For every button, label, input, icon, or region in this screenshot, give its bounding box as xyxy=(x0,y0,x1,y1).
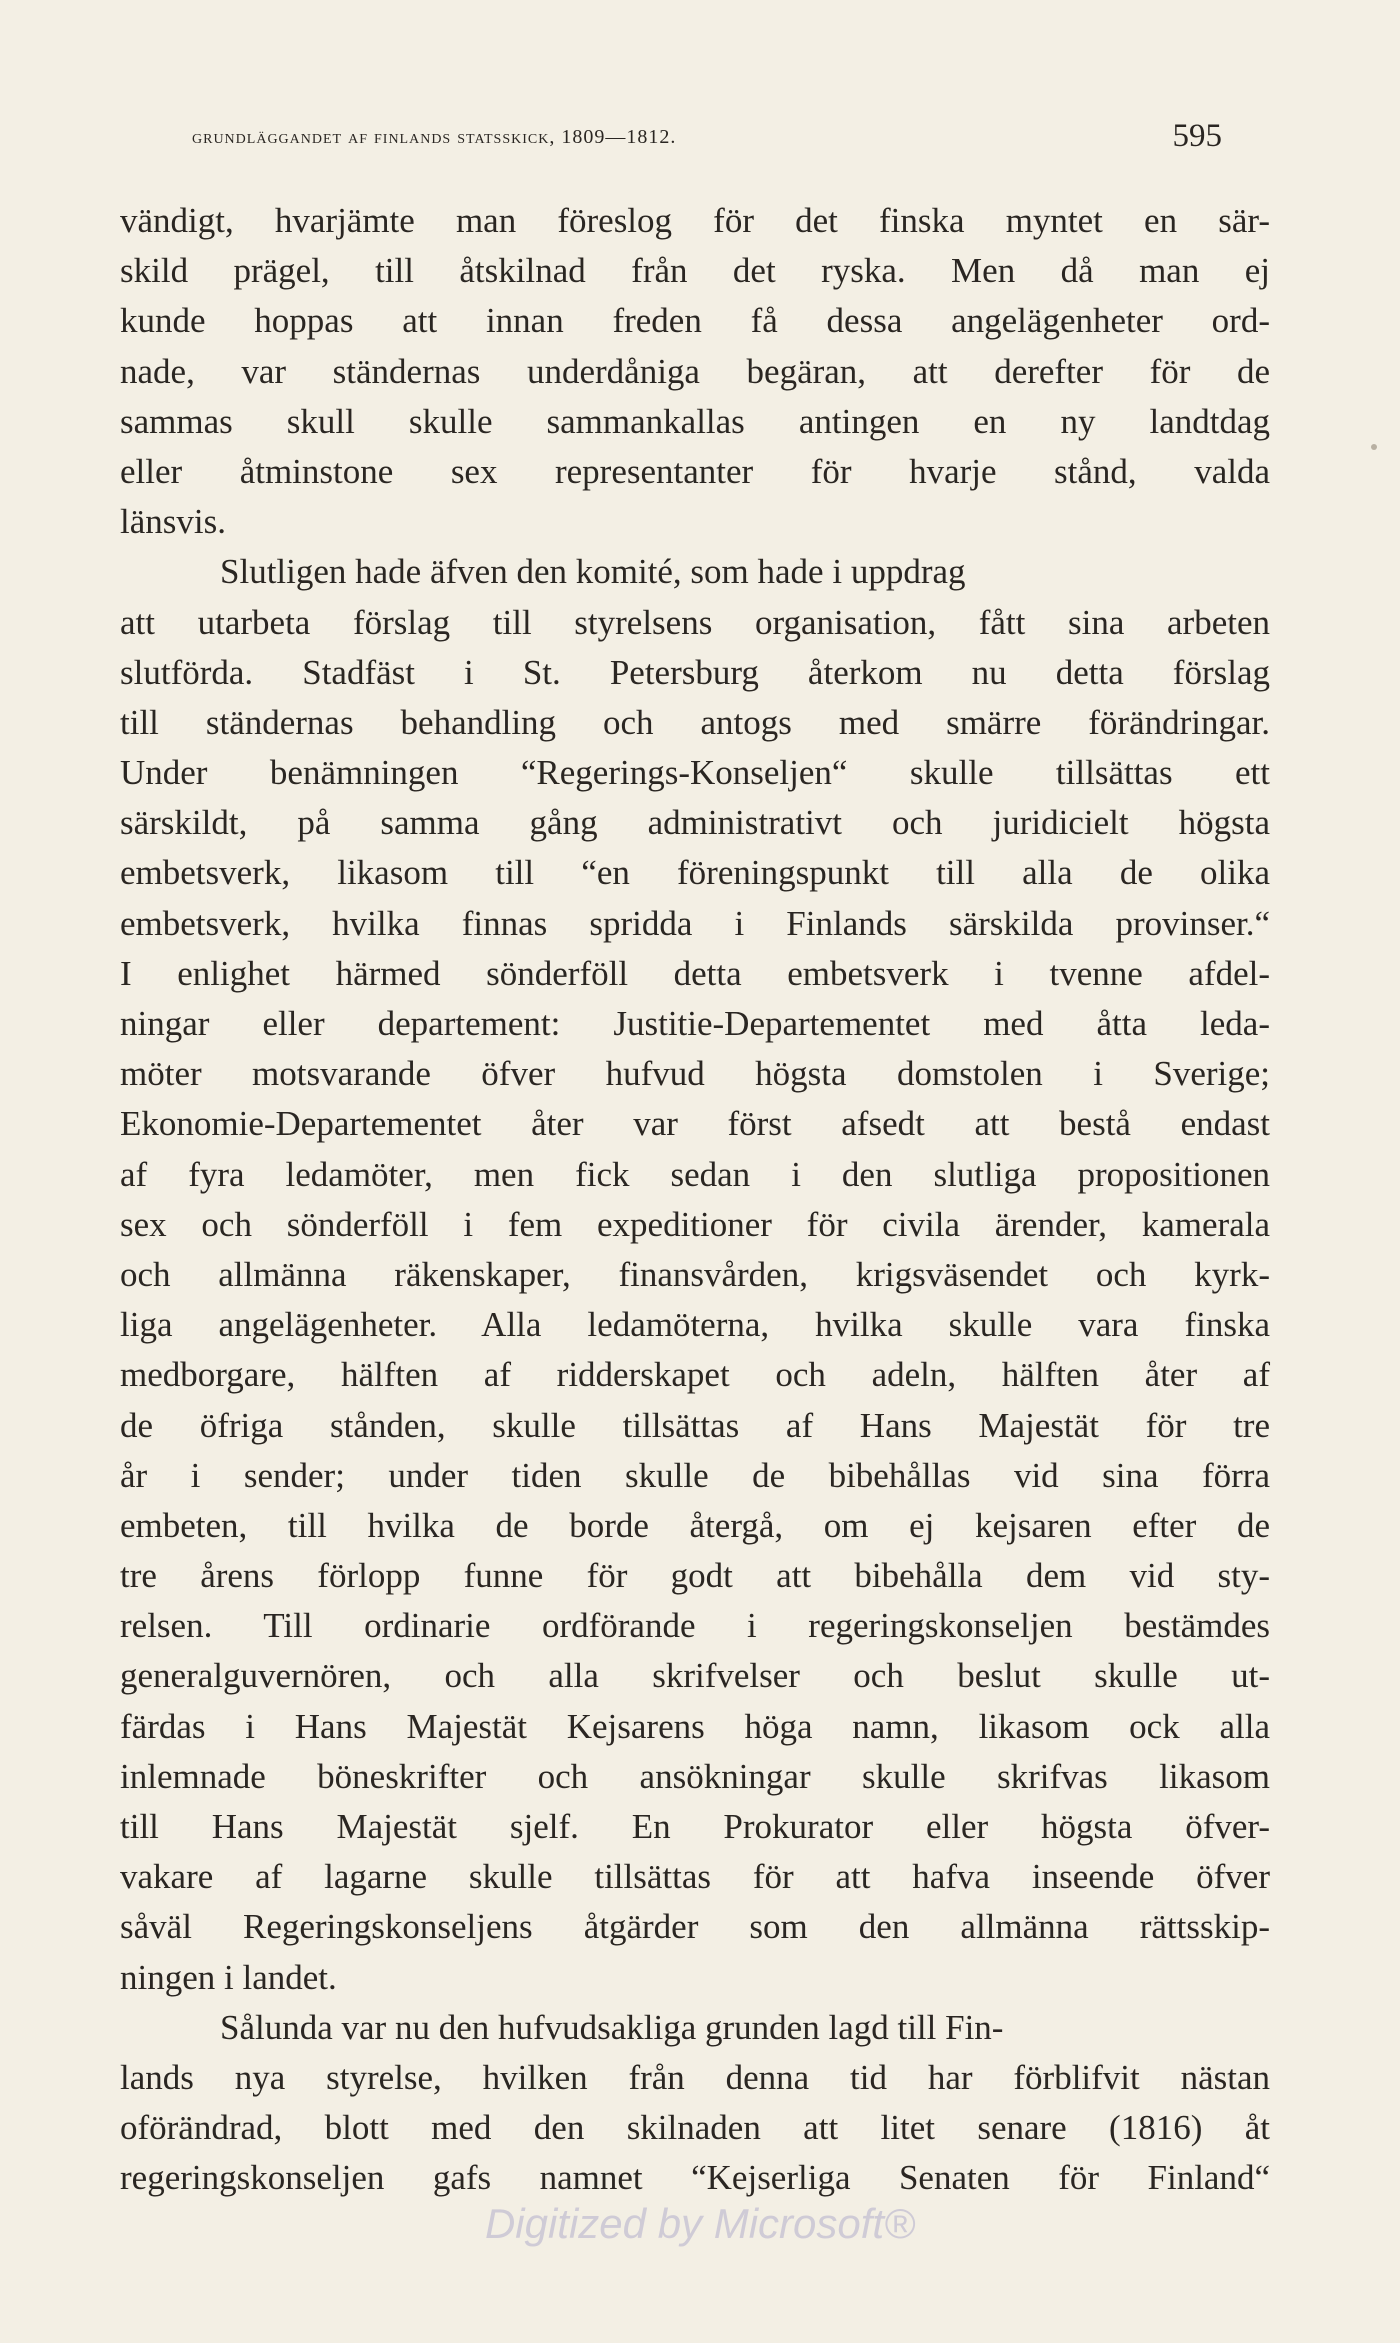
text-line: tre årens förlopp funne för godt att bibehålla dem vid sty- xyxy=(120,1556,1270,1596)
text-line: regeringskonseljen gafs namnet “Kejserliga Senaten för Finland“ xyxy=(120,2158,1270,2198)
text-line: slutförda. Stadfäst i St. Petersburg återkom nu detta förslag xyxy=(120,652,1270,692)
text-line: relsen. Till ordinarie ordförande i regeringskonseljen bestämdes xyxy=(120,1606,1270,1646)
text-line: möter motsvarande öfver hufvud högsta domstolen i Sverige; xyxy=(120,1054,1270,1094)
text-line: särskildt, på samma gång administrativt och juridicielt högsta xyxy=(120,803,1270,843)
text-line: lands nya styrelse, hvilken från denna tid har förblifvit nästan xyxy=(120,2057,1270,2097)
text-line: Slutligen hade äfven den komité, som hade i uppdrag xyxy=(220,552,966,592)
text-line: såväl Regeringskonseljens åtgärder som den allmänna rättsskip- xyxy=(120,1907,1270,1947)
text-line: inlemnade böneskrifter och ansökningar skulle skrifvas likasom xyxy=(120,1756,1270,1796)
text-line: vakare af lagarne skulle tillsättas för att hafva inseende öfver xyxy=(120,1857,1270,1897)
text-line: embetsverk, likasom till “en föreningspunkt till alla de olika xyxy=(120,853,1270,893)
text-line: år i sender; under tiden skulle de bibehållas vid sina förra xyxy=(120,1455,1270,1495)
text-line: Ekonomie-Departementet åter var först afsedt att bestå endast xyxy=(120,1104,1270,1144)
text-line: sex och sönderföll i fem expeditioner för civila ärender, kamerala xyxy=(120,1204,1270,1244)
text-line: embeten, till hvilka de borde återgå, om ej kejsaren efter de xyxy=(120,1505,1270,1545)
page-number: 595 xyxy=(1172,118,1222,154)
text-line: eller åtminstone sex representanter för hvarje stånd, valda xyxy=(120,451,1270,491)
text-line: ningen i landet. xyxy=(120,1957,337,1997)
text-line: att utarbeta förslag till styrelsens organisation, fått sina arbeten xyxy=(120,602,1270,642)
text-line: Sålunda var nu den hufvudsakliga grunden lagd till Fin- xyxy=(220,2007,1004,2047)
text-line: länsvis. xyxy=(120,502,226,542)
running-title: grundläggandet af finlands statsskick, 1809—1812. xyxy=(192,126,677,148)
text-line: de öfriga stånden, skulle tillsättas af Hans Majestät för tre xyxy=(120,1405,1270,1445)
text-line: ningar eller departement: Justitie-Departementet med åtta leda- xyxy=(120,1004,1270,1043)
page-header xyxy=(192,118,1222,158)
text-line: och allmänna räkenskaper, finansvården, krigsväsendet och kyrk- xyxy=(120,1254,1270,1294)
margin-speck xyxy=(1371,444,1377,450)
text-line: vändigt, hvarjämte man föreslog för det finska myntet en sär- xyxy=(120,201,1270,240)
text-line: generalguvernören, och alla skrifvelser och beslut skulle ut- xyxy=(120,1656,1270,1696)
text-line: liga angelägenheter. Alla ledamöterna, hvilka skulle vara finska xyxy=(120,1305,1270,1345)
watermark: Digitized by Microsoft® xyxy=(484,2200,916,2247)
text-line: nade, var ständernas underdåniga begäran, att derefter för de xyxy=(120,351,1270,391)
text-line: färdas i Hans Majestät Kejsarens höga namn, likasom ock alla xyxy=(120,1706,1270,1746)
text-line: sammas skull skulle sammankallas antingen en ny landtdag xyxy=(120,401,1270,441)
text-line: I enlighet härmed sönderföll detta embetsverk i tvenne afdel- xyxy=(120,953,1270,993)
text-line: embetsverk, hvilka finnas spridda i Finlands särskilda provinser.“ xyxy=(120,903,1270,943)
text-line: till ständernas behandling och antogs med smärre förändringar. xyxy=(120,702,1270,742)
text-line: kunde hoppas att innan freden få dessa angelägenheter ord- xyxy=(120,301,1270,341)
body-text xyxy=(120,196,1270,2204)
text-line: af fyra ledamöter, men fick sedan i den slutliga propositionen xyxy=(120,1154,1270,1194)
text-line: Under benämningen “Regerings-Konseljen“ skulle tillsättas ett xyxy=(120,753,1270,793)
text-line: oförändrad, blott med den skilnaden att litet senare (1816) åt xyxy=(120,2108,1270,2148)
text-line: medborgare, hälften af ridderskapet och adeln, hälften åter af xyxy=(120,1355,1270,1395)
text-line: till Hans Majestät sjelf. En Prokurator eller högsta öfver- xyxy=(120,1807,1270,1846)
text-line: skild prägel, till åtskilnad från det ryska. Men då man ej xyxy=(120,251,1270,291)
